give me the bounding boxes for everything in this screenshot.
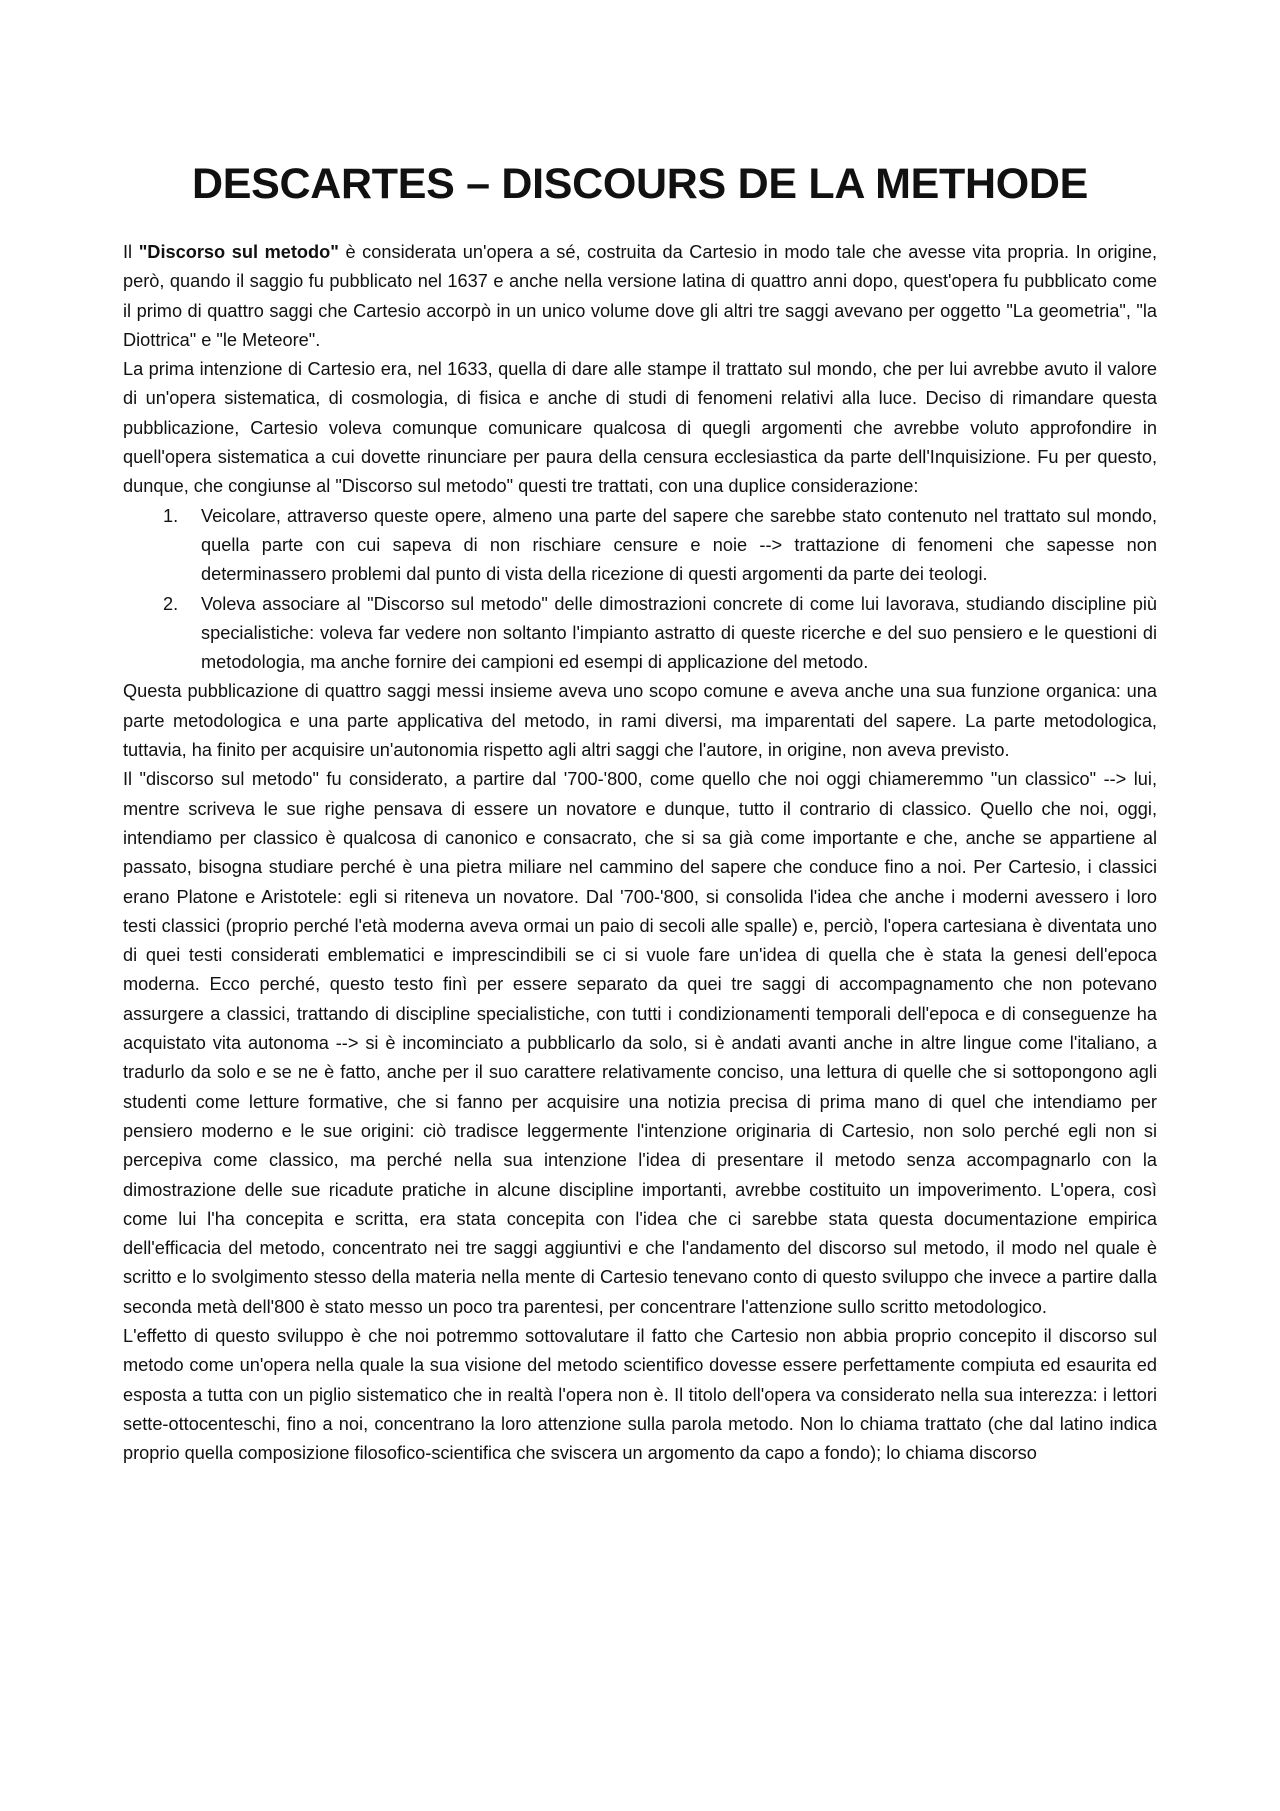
list-item-number: 2. [163, 593, 179, 614]
paragraph-4: Il "discorso sul metodo" fu considerato, a partire dal '700-'800, come quello che noi oggi chiameremmo "un classico" --> lui, mentre scriveva le sue righe pensava di essere un novatore e dunque, tutto il contrario di classico. Quello che noi, oggi, intendiamo per classico è qualcosa di canonico e consacrato, che si sa già come importante e che, anche se appartiene al passato, bisogna studiare perché è una pietra miliare nel cammino del sapere che conduce fino a noi. Per Cartesio, i classici erano Platone e Aristotele: egli si riteneva un novatore. Dal '700-'800, si consolida l'idea che anche i moderni avessero i loro testi classici (proprio perché l'età moderna aveva ormai un paio di secoli alle spalle) e, perciò, l'opera cartesiana è diventata uno di quei testi considerati emblematici e imprescindibili se ci si vuole fare un'idea di quella che è stata la genesi dell'epoca moderna. Ecco perché, questo testo finì per essere separato da quei tre saggi di accompagnamento che non potevano assurgere a classici, trattando di discipline specialistiche, con tutti i condizionamenti temporali dell'epoca e di conseguenze ha acquistato vita autonoma --> si è incominciato a pubblicarlo da solo, si è andati avanti anche in altre lingue come l'italiano, a tradurlo da solo e se ne è fatto, anche per il suo carattere relativamente conciso, una lettura di quelle che si sottopongono agli studenti come letture formative, che si fanno per acquisire una notizia precisa di prima mano di quel che intendiamo per pensiero moderno e le sue origini: ciò tradisce leggermente l'intenzione originaria di Cartesio, non solo perché egli non si percepiva come classico, ma perché nella sua intenzione l'idea di presentare il metodo senza accompagnarlo con la dimostrazione delle sue ricadute pratiche in alcune discipline importanti, avrebbe costituito un impoverimento. L'opera, così come lui l'ha concepita e scritta, era stata concepita con l'idea che ci sarebbe stata questa documentazione empirica dell'efficacia del metodo, concentrato nei tre saggi aggiuntivi e che l'andamento del discorso sul metodo, il modo nel quale è scritto e lo svolgimento stesso della materia nella mente di Cartesio tenevano conto di questo sviluppo che invece a partire dalla seconda metà dell'800 è stato messo un poco tra parentesi, per concentrare l'attenzione sullo scritto metodologico. [123, 769, 1157, 1317]
paragraph-2: La prima intenzione di Cartesio era, nel 1633, quella di dare alle stampe il trattato sul mondo, che per lui avrebbe avuto il valore di un'opera sistematica, di cosmologia, di fisica e anche di studi di fenomeni relativi alla luce. Deciso di rimandare questa pubblicazione, Cartesio voleva comunque comunicare qualcosa di quegli argomenti che avrebbe voluto approfondire in quell'opera sistematica a cui dovette rinunciare per paura della censura ecclesiastica da parte dell'Inquisizione. Fu per questo, dunque, che congiunse al "Discorso sul metodo" questi tre trattati, con una duplice considerazione: [123, 359, 1157, 497]
intro-prefix: Il [123, 242, 139, 262]
list-item-number: 1. [163, 505, 179, 526]
paragraph-5: L'effetto di questo sviluppo è che noi potremmo sottovalutare il fatto che Cartesio non abbia proprio concepito il discorso sul metodo come un'opera nella quale la sua visione del metodo scientifico dovesse essere perfettamente compiuta ed esaurita ed esposta a tutta con un piglio sistematico che in realtà l'opera non è. Il titolo dell'opera va considerato nella sua interezza: i lettori sette-ottocenteschi, fino a noi, concentrano la loro attenzione sulla parola metodo. Non lo chiama trattato (che dal latino indica proprio quella composizione filosofico-scientifica che sviscera un argomento da capo a fondo); lo chiama discorso [123, 1325, 1157, 1464]
list-item [123, 590, 1157, 678]
list-item [123, 502, 1157, 590]
page-title: DESCARTES – DISCOURS DE LA METHODE [191, 160, 1089, 208]
document-body [123, 238, 1157, 1468]
intro-text: è considerata un'opera a sé, costruita da Cartesio in modo tale che avesse vita propria. In origine, però, quando il saggio fu pubblicato nel 1637 e anche nella versione latina di quattro anni dopo, quest'opera fu pubblicato come il primo di quattro saggi che Cartesio accorpò in un unico volume dove gli altri tre saggi avevano per oggetto "La geometria", "la Diottrica" e "le Meteore". [123, 242, 1157, 350]
list-item-text: Veicolare, attraverso queste opere, almeno una parte del sapere che sarebbe stato contenuto nel trattato sul mondo, quella parte con cui sapeva di non rischiare censure e noie --> trattazione di fenomeni che sapesse non determinassero problemi dal punto di vista della ricezione di questi argomenti da parte dei teologi. [201, 505, 1157, 585]
numbered-list [123, 502, 1157, 678]
intro-bold-title: "Discorso sul metodo" [138, 242, 339, 262]
intro-paragraph [123, 238, 1157, 355]
list-item-text: Voleva associare al "Discorso sul metodo" delle dimostrazioni concrete di come lui lavorava, studiando discipline più specialistiche: voleva far vedere non soltanto l'impianto astratto di queste ricerche e del suo pensiero e le questioni di metodologia, ma anche fornire dei campioni ed esempi di applicazione del metodo. [201, 593, 1157, 673]
paragraph-3: Questa pubblicazione di quattro saggi messi insieme aveva uno scopo comune e aveva anche una sua funzione organica: una parte metodologica e una parte applicativa del metodo, in rami diversi, ma imparentati del sapere. La parte metodologica, tuttavia, ha finito per acquisire un'autonomia rispetto agli altri saggi che l'autore, in origine, non aveva previsto. [123, 681, 1157, 761]
